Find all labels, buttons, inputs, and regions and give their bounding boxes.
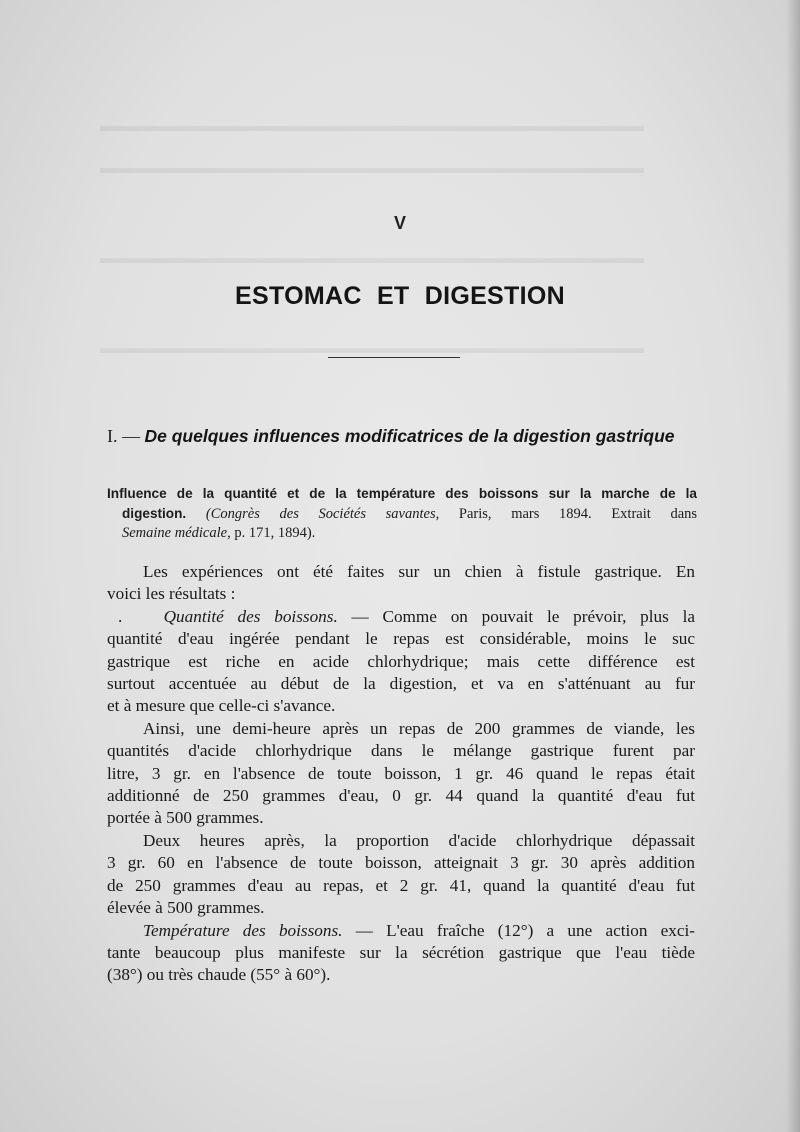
bleed-through: ▬▬▬▬▬▬▬▬▬▬▬▬▬▬▬▬▬▬▬▬▬▬▬▬▬▬▬▬▬▬▬▬▬▬ bbox=[100, 340, 644, 357]
paragraph-line: et à mesure que celle-ci s'avance. bbox=[107, 696, 336, 716]
bleed-through: ▬▬▬▬▬▬▬▬▬▬▬▬▬▬▬▬▬▬▬▬▬▬▬▬▬▬▬▬▬▬▬▬▬▬ bbox=[100, 160, 644, 177]
paragraph-line: Les expériences ont été faites sur un chien à fistule gastrique. En bbox=[143, 562, 695, 581]
paragraph-line: Deux heures après, la proportion d'acide chlorhydrique dépassait bbox=[143, 830, 695, 850]
paragraph-line: quantités d'acide chlorhydrique dans le mélange gastrique furent par bbox=[107, 741, 695, 761]
chapter-title: ESTOMAC ET DIGESTION bbox=[235, 282, 565, 310]
paragraph-line bbox=[107, 606, 695, 628]
reference-journal: Semaine médicale, bbox=[122, 525, 231, 541]
subheading-temperature: Température des boissons. bbox=[143, 920, 343, 940]
reference-journal-line bbox=[107, 524, 697, 544]
paragraph-line: surtout accentuée au début de la digestion, et va en s'atténuant au fur bbox=[107, 674, 695, 694]
paragraph-line: (38°) ou très chaude (55° à 60°). bbox=[107, 965, 331, 985]
reference-source-line bbox=[107, 504, 697, 525]
paragraph-line: 3 gr. 60 en l'absence de toute boisson, atteignait 3 gr. 30 après addition bbox=[107, 853, 695, 873]
paragraph-text: — Comme on pouvait le prévoir, plus la bbox=[351, 606, 696, 626]
paragraph-line: quantité d'eau ingérée pendant le repas est considérable, moins le suc bbox=[107, 629, 695, 649]
paragraph-line: gastrique est riche en acide chlorhydrique; mais cette différence est bbox=[107, 651, 695, 671]
paragraph-text: — L'eau fraîche (12°) a une action exci- bbox=[355, 920, 696, 940]
reference-journal-details: p. 171, 1894). bbox=[234, 525, 316, 541]
subheading-quantite: Quantité des boissons. bbox=[163, 606, 338, 626]
paragraph-line: Ainsi, une demi-heure après un repas de 200 grammes de viande, les bbox=[143, 718, 695, 738]
body-text bbox=[107, 561, 695, 987]
bleed-through: ▬▬▬▬▬▬▬▬▬▬▬▬▬▬▬▬▬▬▬▬▬▬▬▬▬▬▬▬▬▬▬▬▬▬ bbox=[100, 118, 644, 135]
reference-title-end: digestion. bbox=[122, 505, 187, 521]
reference-block bbox=[107, 484, 697, 544]
reference-source: (Congrès des Sociétés savantes, bbox=[205, 505, 440, 522]
section-heading bbox=[107, 426, 707, 447]
paragraph-line: litre, 3 gr. en l'absence de toute boisson, 1 gr. 46 quand le repas était bbox=[107, 763, 695, 783]
paragraph-line: additionné de 250 grammes d'eau, 0 gr. 44 quand la quantité d'eau fut bbox=[107, 786, 695, 806]
reference-title: Influence de la quantité et de la température des boissons sur la marche de la bbox=[107, 486, 697, 501]
bleed-through: ▬▬▬▬▬▬▬▬▬▬▬▬▬▬▬▬▬▬▬▬▬▬▬▬▬▬▬▬▬▬▬▬▬▬ bbox=[100, 250, 644, 267]
title-divider bbox=[328, 357, 460, 358]
chapter-number: V bbox=[393, 213, 406, 233]
section-number: I. — bbox=[107, 426, 140, 446]
paragraph-line: tante beaucoup plus manifeste sur la sécrétion gastrique que l'eau tiède bbox=[107, 942, 695, 962]
page-edge-shadow bbox=[786, 0, 800, 1132]
paragraph-line: portée à 500 grammes. bbox=[107, 808, 264, 828]
paragraph-line: de 250 grammes d'eau au repas, et 2 gr. 41, quand la quantité d'eau fut bbox=[107, 875, 695, 895]
paragraph-line: voici les résultats : bbox=[107, 584, 236, 604]
paragraph-line bbox=[107, 920, 695, 942]
reference-source-details: Paris, mars 1894. Extrait dans bbox=[458, 505, 698, 522]
stray-mark: . bbox=[118, 606, 123, 626]
section-title: De quelques influences modificatrices de la digestion gastrique bbox=[144, 426, 675, 446]
paragraph-line: élevée à 500 grammes. bbox=[107, 898, 265, 918]
